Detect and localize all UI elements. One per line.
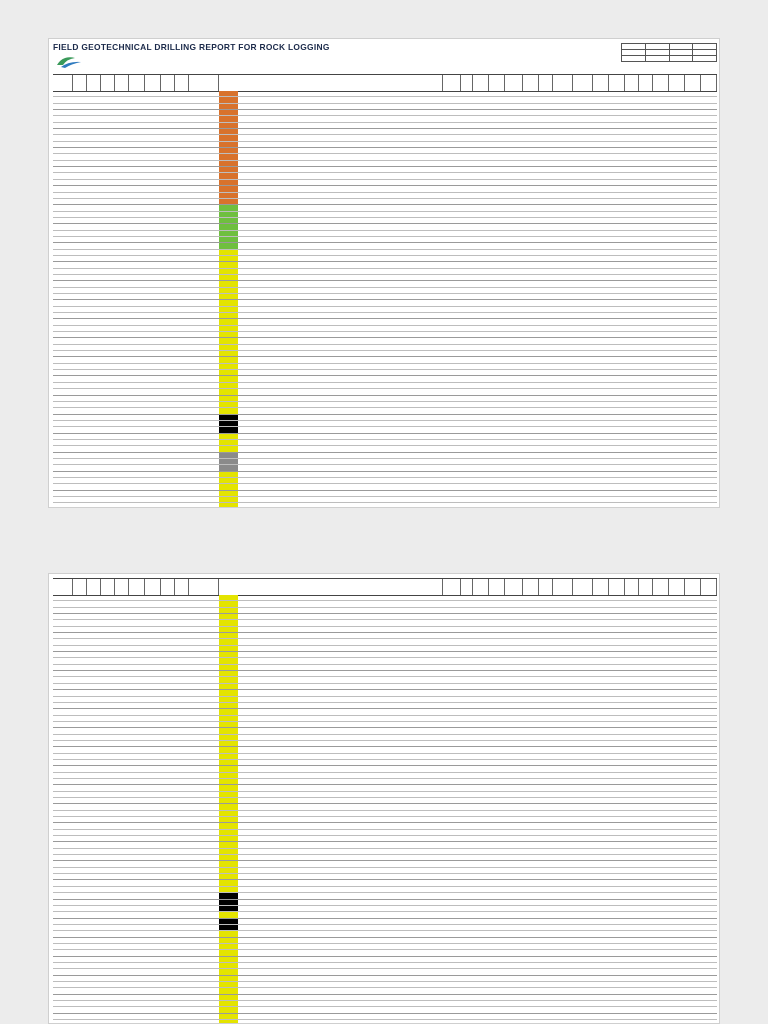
strata-graphic-cell [219, 823, 238, 828]
header-column-cell [505, 75, 523, 91]
header-column-cell [573, 75, 593, 91]
strata-graphic-cell [219, 319, 238, 324]
strata-graphic-cell [219, 357, 238, 362]
header-column-cell [189, 75, 219, 91]
log-rows-page-2 [53, 595, 717, 1024]
strata-graphic-cell [219, 646, 238, 651]
strata-graphic-cell [219, 620, 238, 625]
strata-graphic-cell [219, 478, 238, 483]
strata-graphic-cell [219, 345, 238, 350]
strata-graphic-cell [219, 376, 238, 381]
header-column-cell [685, 579, 701, 595]
strata-graphic-cell [219, 728, 238, 733]
strata-graphic-cell [219, 446, 238, 451]
strata-graphic-cell [219, 307, 238, 312]
header-column-cell [115, 579, 129, 595]
header-column-cell [219, 579, 443, 595]
strata-graphic-cell [219, 440, 238, 445]
header-column-cell [609, 75, 625, 91]
strata-graphic-cell [219, 288, 238, 293]
strata-graphic-cell [219, 760, 238, 765]
header-column-cell [443, 579, 461, 595]
strata-graphic-cell [219, 722, 238, 727]
strata-graphic-cell [219, 874, 238, 879]
table-row [53, 503, 717, 508]
strata-graphic-cell [219, 408, 238, 413]
strata-graphic-cell [219, 842, 238, 847]
strata-graphic-cell [219, 773, 238, 778]
strata-graphic-cell [219, 91, 238, 96]
strata-graphic-cell [219, 982, 238, 987]
report-sheet-page-1 [48, 38, 720, 508]
strata-graphic-cell [219, 193, 238, 198]
header-column-cell [573, 579, 593, 595]
strata-graphic-cell [219, 294, 238, 299]
strata-graphic-cell [219, 798, 238, 803]
header-column-cell [653, 75, 669, 91]
header-column-cell [145, 579, 161, 595]
strata-graphic-cell [219, 135, 238, 140]
header-column-cell [539, 579, 553, 595]
strata-graphic-cell [219, 148, 238, 153]
strata-graphic-cell [219, 313, 238, 318]
header-column-cell [53, 579, 73, 595]
strata-graphic-cell [219, 332, 238, 337]
header-column-cell [609, 579, 625, 595]
strata-graphic-cell [219, 633, 238, 638]
header-column-cell [189, 579, 219, 595]
strata-graphic-cell [219, 497, 238, 502]
strata-graphic-cell [219, 338, 238, 343]
header-column-cell [523, 579, 539, 595]
strata-graphic-cell [219, 919, 238, 924]
header-column-cell [489, 579, 505, 595]
header-column-cell [489, 75, 505, 91]
table-row [53, 1020, 717, 1024]
strata-graphic-cell [219, 690, 238, 695]
header-column-cell [625, 75, 639, 91]
strata-graphic-cell [219, 472, 238, 477]
strata-graphic-cell [219, 601, 238, 606]
strata-graphic-cell [219, 652, 238, 657]
strata-graphic-cell [219, 957, 238, 962]
strata-graphic-cell [219, 173, 238, 178]
strata-graphic-cell [219, 779, 238, 784]
strata-graphic-cell [219, 1001, 238, 1006]
strata-graphic-cell [219, 116, 238, 121]
header-column-cell [701, 75, 717, 91]
report-sheet-page-2 [48, 573, 720, 1024]
strata-graphic-cell [219, 237, 238, 242]
table-header-page-2 [53, 578, 717, 596]
report-title: FIELD GEOTECHNICAL DRILLING REPORT FOR ROCK LOGGING [53, 42, 330, 52]
header-column-cell [461, 75, 473, 91]
strata-graphic-cell [219, 754, 238, 759]
strata-graphic-cell [219, 326, 238, 331]
strata-graphic-cell [219, 639, 238, 644]
strata-graphic-cell [219, 97, 238, 102]
strata-graphic-cell [219, 938, 238, 943]
header-column-cell [87, 579, 101, 595]
strata-graphic-cell [219, 351, 238, 356]
strata-graphic-cell [219, 370, 238, 375]
strata-graphic-cell [219, 154, 238, 159]
strata-graphic-cell [219, 503, 238, 508]
strata-graphic-cell [219, 123, 238, 128]
header-column-cell [443, 75, 461, 91]
strata-graphic-cell [219, 275, 238, 280]
strata-graphic-cell [219, 142, 238, 147]
strata-graphic-cell [219, 389, 238, 394]
strata-graphic-cell [219, 988, 238, 993]
strata-graphic-cell [219, 861, 238, 866]
strata-graphic-cell [219, 212, 238, 217]
header-column-cell [129, 579, 145, 595]
strata-graphic-cell [219, 180, 238, 185]
strata-graphic-cell [219, 963, 238, 968]
strata-graphic-cell [219, 269, 238, 274]
strata-graphic-cell [219, 925, 238, 930]
header-column-cell [505, 579, 523, 595]
header-column-cell [593, 75, 609, 91]
strata-graphic-cell [219, 129, 238, 134]
header-column-cell [553, 75, 573, 91]
strata-graphic-cell [219, 608, 238, 613]
strata-graphic-cell [219, 887, 238, 892]
drilling-summary-box [621, 43, 717, 62]
strata-graphic-cell [219, 491, 238, 496]
strata-graphic-cell [219, 868, 238, 873]
strata-graphic-cell [219, 792, 238, 797]
strata-graphic-cell [219, 402, 238, 407]
strata-graphic-cell [219, 484, 238, 489]
strata-graphic-cell [219, 747, 238, 752]
header-column-cell [669, 579, 685, 595]
log-rows-page-1 [53, 91, 717, 508]
strata-graphic-cell [219, 186, 238, 191]
strata-graphic-cell [219, 465, 238, 470]
header-column-cell [653, 579, 669, 595]
strata-graphic-cell [219, 224, 238, 229]
strata-graphic-cell [219, 205, 238, 210]
header-column-cell [523, 75, 539, 91]
strata-graphic-cell [219, 262, 238, 267]
strata-graphic-cell [219, 880, 238, 885]
strata-graphic-cell [219, 785, 238, 790]
strata-graphic-cell [219, 684, 238, 689]
strata-graphic-cell [219, 735, 238, 740]
strata-graphic-cell [219, 703, 238, 708]
strata-graphic-cell [219, 396, 238, 401]
strata-graphic-cell [219, 421, 238, 426]
strata-graphic-cell [219, 250, 238, 255]
header-column-cell [175, 75, 189, 91]
strata-graphic-cell [219, 969, 238, 974]
strata-graphic-cell [219, 658, 238, 663]
header-column-cell [161, 579, 175, 595]
strata-graphic-cell [219, 900, 238, 905]
header-column-cell [539, 75, 553, 91]
strata-graphic-cell [219, 697, 238, 702]
strata-graphic-cell [219, 766, 238, 771]
strata-graphic-cell [219, 677, 238, 682]
header-column-cell [669, 75, 685, 91]
strata-graphic-cell [219, 716, 238, 721]
header-column-cell [473, 75, 489, 91]
strata-graphic-cell [219, 281, 238, 286]
strata-graphic-cell [219, 161, 238, 166]
strata-graphic-cell [219, 110, 238, 115]
header-column-cell [145, 75, 161, 91]
header-column-cell [101, 579, 115, 595]
header-column-cell [593, 579, 609, 595]
strata-graphic-cell [219, 741, 238, 746]
strata-graphic-cell [219, 218, 238, 223]
strata-graphic-cell [219, 804, 238, 809]
strata-graphic-cell [219, 199, 238, 204]
strata-graphic-cell [219, 671, 238, 676]
header-column-cell [639, 579, 653, 595]
table-header [53, 74, 717, 92]
strata-graphic-cell [219, 595, 238, 600]
strata-graphic-cell [219, 167, 238, 172]
strata-graphic-cell [219, 811, 238, 816]
header-column-cell [129, 75, 145, 91]
strata-graphic-cell [219, 950, 238, 955]
strata-graphic-cell [219, 243, 238, 248]
header-column-cell [625, 579, 639, 595]
header-column-cell [87, 75, 101, 91]
strata-graphic-cell [219, 893, 238, 898]
strata-graphic-cell [219, 427, 238, 432]
strata-graphic-cell [219, 995, 238, 1000]
strata-graphic-cell [219, 627, 238, 632]
header-column-cell [701, 579, 717, 595]
header-column-cell [553, 579, 573, 595]
header-column-cell [473, 579, 489, 595]
header-column-cell [161, 75, 175, 91]
header-column-cell [219, 75, 443, 91]
strata-graphic-cell [219, 817, 238, 822]
strata-graphic-cell [219, 931, 238, 936]
header-column-cell [639, 75, 653, 91]
header-column-cell [461, 579, 473, 595]
strata-graphic-cell [219, 709, 238, 714]
strata-graphic-cell [219, 383, 238, 388]
header-column-cell [53, 75, 73, 91]
strata-graphic-cell [219, 1020, 238, 1024]
strata-graphic-cell [219, 614, 238, 619]
strata-graphic-cell [219, 1014, 238, 1019]
strata-graphic-cell [219, 231, 238, 236]
strata-graphic-cell [219, 434, 238, 439]
strata-graphic-cell [219, 912, 238, 917]
strata-graphic-cell [219, 849, 238, 854]
strata-graphic-cell [219, 104, 238, 109]
strata-graphic-cell [219, 256, 238, 261]
header-column-cell [175, 579, 189, 595]
strata-graphic-cell [219, 836, 238, 841]
header-column-cell [73, 579, 87, 595]
strata-graphic-cell [219, 1007, 238, 1012]
header-column-cell [101, 75, 115, 91]
strata-graphic-cell [219, 364, 238, 369]
strata-graphic-cell [219, 855, 238, 860]
strata-graphic-cell [219, 944, 238, 949]
header-column-cell [685, 75, 701, 91]
company-logo-icon [55, 53, 83, 69]
header-column-cell [73, 75, 87, 91]
strata-graphic-cell [219, 415, 238, 420]
strata-graphic-cell [219, 665, 238, 670]
strata-graphic-cell [219, 830, 238, 835]
header-column-cell [115, 75, 129, 91]
strata-graphic-cell [219, 300, 238, 305]
strata-graphic-cell [219, 906, 238, 911]
strata-graphic-cell [219, 453, 238, 458]
strata-graphic-cell [219, 976, 238, 981]
strata-graphic-cell [219, 459, 238, 464]
